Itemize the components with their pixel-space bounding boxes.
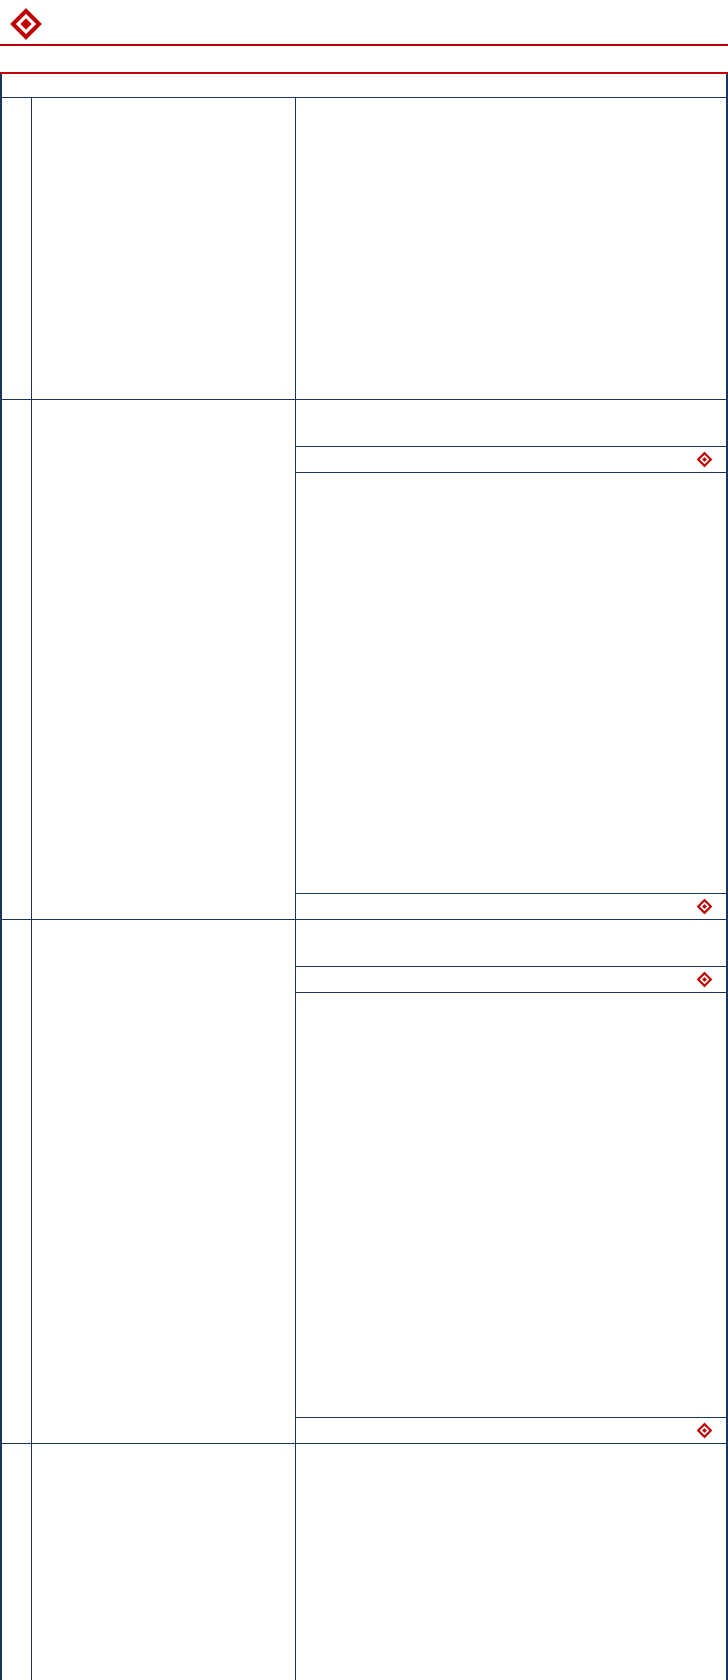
methanol-charts-col xyxy=(296,400,726,919)
signal-chart-title xyxy=(296,920,726,942)
section-methanol xyxy=(2,400,726,920)
methanol-commentary xyxy=(32,474,295,486)
bar-chart-legend xyxy=(296,946,726,966)
line-chart-legend xyxy=(296,494,726,512)
data-source-row xyxy=(296,893,726,919)
signal-chart-title xyxy=(296,1444,726,1466)
section-label-col xyxy=(2,920,32,1443)
nav-curve-title xyxy=(296,472,726,494)
cta-commentary xyxy=(32,98,295,128)
cta-text-col xyxy=(32,98,296,399)
bar-chart-legend xyxy=(296,426,726,446)
company-logo xyxy=(10,8,47,40)
methanol-nav-chart-block xyxy=(296,494,726,919)
weekly-headline xyxy=(2,74,726,98)
data-source-row xyxy=(296,446,726,472)
fourth-charts-col xyxy=(296,1444,726,1680)
glass-charts-col xyxy=(296,920,726,1443)
subheader xyxy=(0,46,728,72)
section-label-col xyxy=(2,98,32,399)
nav-curve-title xyxy=(296,992,726,1014)
methanol-text-col xyxy=(32,400,296,919)
sdic-logo-icon xyxy=(696,971,713,988)
cta-table-area xyxy=(296,98,726,399)
sdic-logo-icon xyxy=(696,451,713,468)
glass-nav-chart-block xyxy=(296,1014,726,1443)
section-cta xyxy=(2,98,726,400)
glass-text-col xyxy=(32,920,296,1443)
header xyxy=(0,0,728,44)
section-fourth xyxy=(2,1444,726,1680)
fourth-text-col xyxy=(32,1444,296,1680)
section-label-col xyxy=(2,1444,32,1680)
sdic-logo-small xyxy=(696,898,716,915)
section-label-col xyxy=(2,400,32,919)
sdic-logo-small xyxy=(696,451,716,468)
section-glass xyxy=(2,920,726,1444)
glass-signal-chart-wrap xyxy=(296,942,726,946)
sdic-logo-icon xyxy=(696,898,713,915)
fourth-signal-chart-wrap xyxy=(296,1466,726,1482)
data-source-row xyxy=(296,966,726,992)
content-frame xyxy=(0,74,728,1680)
signal-chart-title xyxy=(296,400,726,422)
data-source-row xyxy=(296,1417,726,1443)
sdic-logo-icon xyxy=(696,1422,713,1439)
line-chart-legend xyxy=(296,1014,726,1032)
sdic-logo-icon xyxy=(10,8,42,40)
sdic-logo-small xyxy=(696,1422,716,1439)
methanol-signal-chart-wrap xyxy=(296,422,726,426)
sdic-logo-small xyxy=(696,971,716,988)
glass-commentary xyxy=(32,994,295,1006)
